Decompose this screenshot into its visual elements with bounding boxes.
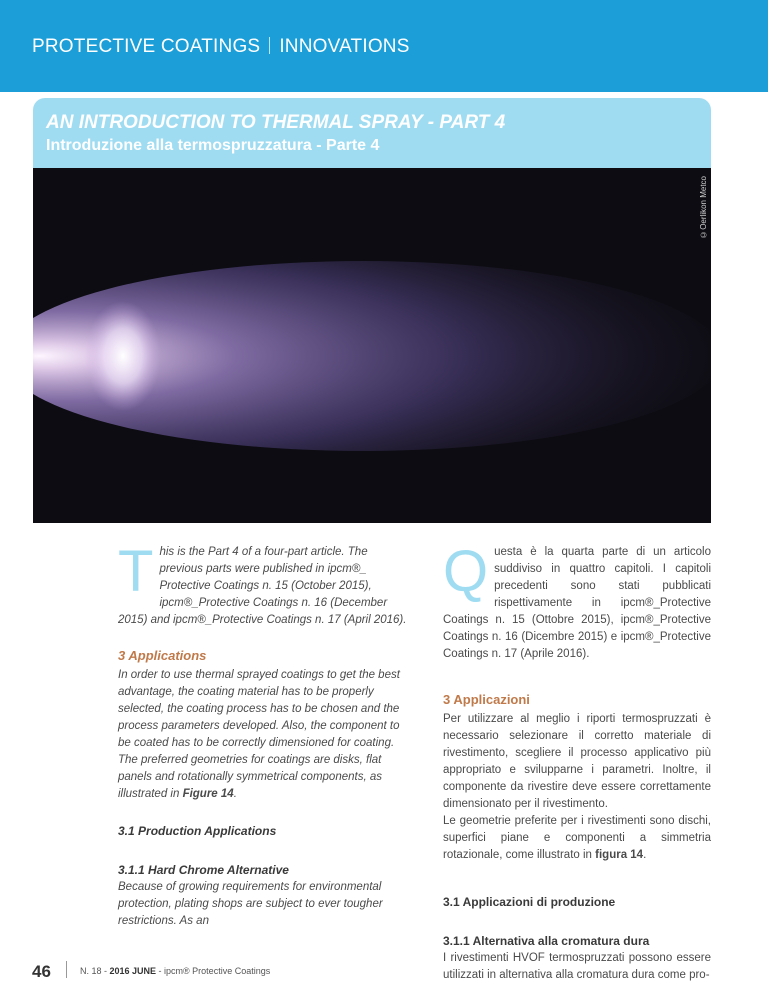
footer-divider bbox=[66, 961, 67, 978]
applications-paragraph-1-it: Per utilizzare al meglio i riporti termospruzzati è necessario selezionare il corretto materiale di rivestimento, scegliere il processo applicativo più appropriato e svilupparne i parametri. Inoltre, il componente da rivestire deve essere correttamente dimensionato per il rivestimento. bbox=[443, 713, 711, 810]
intro-paragraph-en: This is the Part 4 of a four-part article. The previous parts were published in ipcm®_ Protective Coatings n. 15 (October 2015), ipcm®_Protective Coatings n. 16 (December 2015) and ipcm®_Protective Coatings n. 17 (April 2016). bbox=[118, 539, 407, 626]
plasma-plume-photo bbox=[33, 168, 711, 523]
applications-paragraph-1-en: In order to use thermal sprayed coatings to get the best advantage, the coating material has to be properly selected, the coating process has to be chosen and the process parameters developed. Also, the component to be coated has to be correctly dimensioned for coating. bbox=[118, 669, 400, 749]
applications-paragraph-2-it: Le geometrie preferite per i rivestimenti sono dischi, superfici piane e componenti a simmetria rotazionale, come illustrato in figura 14. bbox=[443, 815, 711, 861]
page-number: 46 bbox=[32, 962, 51, 981]
footer-issue: N. 18 - 2016 JUNE - ipcm® Protective Coatings bbox=[80, 966, 271, 976]
heading-hard-chrome-en: 3.1.1 Hard Chrome Alternative bbox=[118, 863, 289, 877]
section-left: PROTECTIVE COATINGS bbox=[32, 36, 261, 57]
figure-ref-en: Figure 14 bbox=[182, 788, 234, 800]
heading-applications-en: 3 Applications bbox=[118, 648, 207, 663]
section-title bbox=[32, 36, 410, 58]
figure-ref-it: figura 14 bbox=[595, 849, 644, 861]
hard-chrome-paragraph-it: I rivestimenti HVOF termospruzzati possono essere utilizzati in alternativa alla cromatura dura come pro- bbox=[443, 952, 711, 981]
intro-paragraph-it: Questa è la quarta parte di un articolo suddiviso in quattro capitoli. I capitoli precedenti sono stati pubblicati rispettivamente in ipcm®_Protective Coatings n. 15 (Ottobre 2015), ipcm®_Protective Coatings n. 16 (Dicembre 2015) e ipcm®_Protective Coatings n. 17 (Aprile 2016). bbox=[443, 539, 711, 660]
section-divider bbox=[269, 37, 270, 54]
photo-credit: ©Oerlikon Metco bbox=[699, 176, 708, 239]
heading-applications-it: 3 Applicazioni bbox=[443, 692, 530, 707]
article-title-en: AN INTRODUCTION TO THERMAL SPRAY - PART 4 bbox=[46, 112, 506, 133]
dropcap-en: T bbox=[118, 539, 154, 604]
article-header-box bbox=[33, 98, 711, 170]
english-column bbox=[118, 539, 408, 930]
article-title-it: Introduzione alla termospruzzatura - Parte 4 bbox=[46, 137, 380, 154]
hard-chrome-paragraph-en: Because of growing requirements for environmental protection, plating shops are subject to ever tougher restrictions. As an bbox=[118, 881, 383, 927]
heading-hard-chrome-it: 3.1.1 Alternativa alla cromatura dura bbox=[443, 934, 650, 948]
heading-production-en: 3.1 Production Applications bbox=[118, 824, 277, 838]
italian-column bbox=[443, 539, 711, 984]
heading-production-it: 3.1 Applicazioni di produzione bbox=[443, 895, 616, 909]
plasma-plume-image bbox=[33, 168, 711, 523]
dropcap-it: Q bbox=[443, 539, 489, 604]
applications-paragraph-2-en: The preferred geometries for coatings are disks, flat panels and rotationally symmetrical components, as illustrated in Figure 14. bbox=[118, 754, 382, 800]
section-right: INNOVATIONS bbox=[279, 36, 410, 57]
